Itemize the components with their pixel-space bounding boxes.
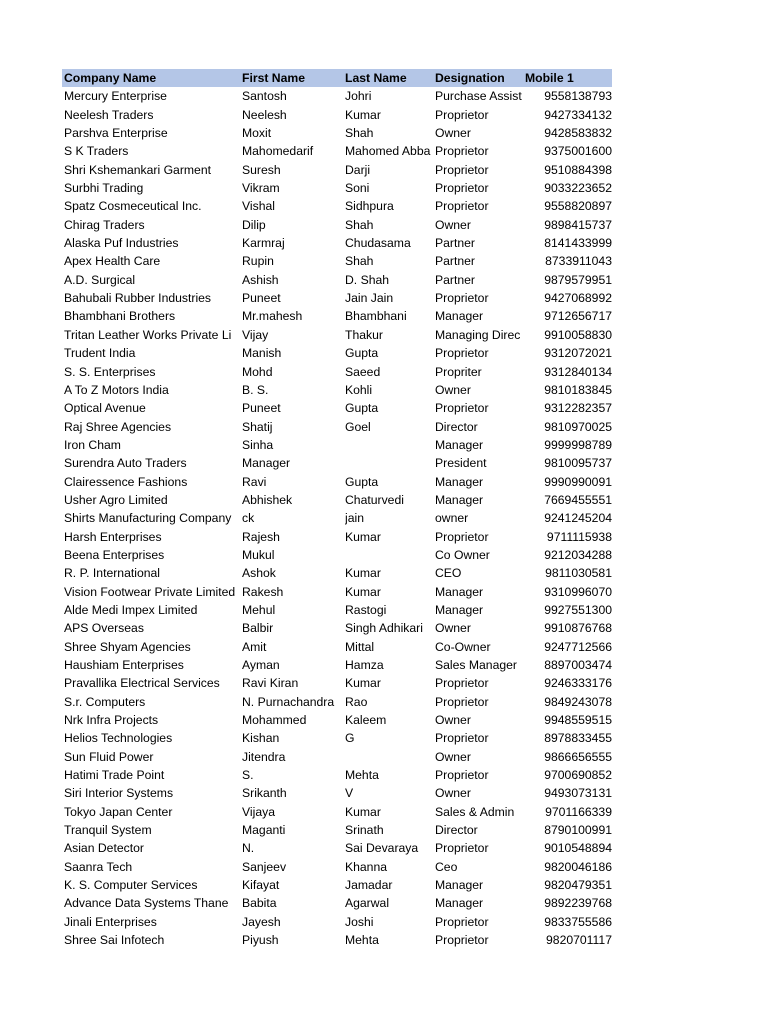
company-cell[interactable]: Parshva Enterprise bbox=[64, 126, 168, 141]
last-name-cell[interactable]: Chaturvedi bbox=[345, 492, 404, 507]
table-row bbox=[62, 509, 612, 527]
last-name-cell[interactable]: Shah bbox=[345, 217, 374, 232]
first-name-cell[interactable]: Shatij bbox=[242, 419, 273, 434]
designation-cell[interactable]: Proprietor bbox=[435, 181, 489, 196]
designation-cell[interactable]: President bbox=[435, 456, 487, 471]
first-name-cell[interactable]: Rakesh bbox=[242, 584, 284, 599]
designation-cell[interactable]: Proprietor bbox=[435, 144, 489, 159]
first-name-cell[interactable]: Suresh bbox=[242, 162, 281, 177]
designation-cell[interactable]: Managing Direc bbox=[435, 327, 521, 342]
designation-cell[interactable]: Proprietor bbox=[435, 768, 489, 783]
first-name-cell[interactable]: Manish bbox=[242, 346, 282, 361]
designation-cell[interactable]: Proprietor bbox=[435, 162, 489, 177]
company-cell[interactable]: Spatz Cosmeceutical Inc. bbox=[64, 199, 202, 214]
header-mobile[interactable]: Mobile 1 bbox=[525, 71, 574, 85]
mobile-cell[interactable]: 9510884398 bbox=[544, 162, 612, 177]
designation-cell[interactable]: Owner bbox=[435, 713, 471, 728]
mobile-cell[interactable]: 9948559515 bbox=[544, 713, 612, 728]
mobile-cell[interactable]: 9241245204 bbox=[544, 511, 612, 526]
last-name-cell[interactable]: Kumar bbox=[345, 584, 381, 599]
mobile-cell[interactable]: 9312282357 bbox=[544, 401, 612, 416]
first-name-cell[interactable]: Babita bbox=[242, 896, 277, 911]
last-name-cell[interactable]: Shah bbox=[345, 126, 374, 141]
company-cell[interactable]: Pravallika Electrical Services bbox=[64, 676, 220, 691]
table-row bbox=[62, 234, 612, 252]
last-name-cell[interactable]: Kumar bbox=[345, 804, 381, 819]
last-name-cell[interactable]: Joshi bbox=[345, 914, 374, 929]
first-name-cell[interactable]: Vishal bbox=[242, 199, 275, 214]
designation-cell[interactable]: Propriter bbox=[435, 364, 482, 379]
table-row bbox=[62, 766, 612, 784]
designation-cell[interactable]: Proprietor bbox=[435, 199, 489, 214]
last-name-cell[interactable]: Sidhpura bbox=[345, 199, 394, 214]
designation-cell[interactable]: CEO bbox=[435, 566, 462, 581]
company-cell[interactable]: Alde Medi Impex Limited bbox=[64, 602, 198, 617]
last-name-cell[interactable]: Mehta bbox=[345, 933, 379, 948]
company-cell[interactable]: A To Z Motors India bbox=[64, 382, 169, 397]
first-name-cell[interactable]: Rupin bbox=[242, 254, 274, 269]
mobile-cell[interactable]: 9910876768 bbox=[544, 621, 612, 636]
designation-cell[interactable]: Proprietor bbox=[435, 841, 489, 856]
mobile-cell[interactable]: 9312840134 bbox=[544, 364, 612, 379]
company-cell[interactable]: Vision Footwear Private Limited bbox=[64, 584, 236, 599]
first-name-cell[interactable]: Puneet bbox=[242, 291, 281, 306]
table-row bbox=[62, 729, 612, 747]
mobile-cell[interactable]: 8733911043 bbox=[545, 254, 612, 269]
first-name-cell[interactable]: N. Purnachandra bbox=[242, 694, 335, 709]
mobile-cell[interactable]: 9999998789 bbox=[544, 437, 612, 452]
company-cell[interactable]: Advance Data Systems Thane bbox=[64, 896, 229, 911]
mobile-cell[interactable]: 9427334132 bbox=[544, 107, 612, 122]
company-cell[interactable]: Mercury Enterprise bbox=[64, 89, 167, 104]
mobile-cell[interactable]: 9312072021 bbox=[544, 346, 612, 361]
table-row bbox=[62, 876, 612, 894]
designation-cell[interactable]: Owner bbox=[435, 126, 471, 141]
mobile-cell[interactable]: 8141433999 bbox=[544, 236, 612, 251]
first-name-cell[interactable]: Manager bbox=[242, 456, 291, 471]
company-cell[interactable]: Nrk Infra Projects bbox=[64, 713, 159, 728]
mobile-cell[interactable]: 9033223652 bbox=[544, 181, 612, 196]
first-name-cell[interactable]: Santosh bbox=[242, 89, 287, 104]
designation-cell[interactable]: owner bbox=[435, 511, 469, 526]
first-name-cell[interactable]: Dilip bbox=[242, 217, 266, 232]
last-name-cell[interactable]: Mittal bbox=[345, 639, 375, 654]
table-row bbox=[62, 271, 612, 289]
designation-cell[interactable]: Proprietor bbox=[435, 676, 489, 691]
designation-cell[interactable]: Purchase Assist bbox=[435, 89, 522, 104]
last-name-cell[interactable]: Johri bbox=[345, 89, 372, 104]
last-name-cell[interactable]: Sai Devaraya bbox=[345, 841, 419, 856]
designation-cell[interactable]: Owner bbox=[435, 217, 471, 232]
designation-cell[interactable]: Manager bbox=[435, 878, 484, 893]
company-cell[interactable]: Clairessence Fashions bbox=[64, 474, 188, 489]
table-row bbox=[62, 399, 612, 417]
table-row bbox=[62, 454, 612, 472]
table-row bbox=[62, 216, 612, 234]
company-cell[interactable]: R. P. International bbox=[64, 566, 160, 581]
designation-cell[interactable]: Proprietor bbox=[435, 346, 489, 361]
header-company-name[interactable]: Company Name bbox=[64, 71, 157, 85]
company-cell[interactable]: S K Traders bbox=[64, 144, 129, 159]
first-name-cell[interactable]: Piyush bbox=[242, 933, 279, 948]
mobile-cell[interactable]: 7669455551 bbox=[544, 492, 612, 507]
last-name-cell[interactable]: Rastogi bbox=[345, 602, 387, 617]
last-name-cell[interactable]: Shah bbox=[345, 254, 374, 269]
mobile-cell[interactable]: 9246333176 bbox=[544, 676, 612, 691]
last-name-cell[interactable]: Kumar bbox=[345, 676, 381, 691]
designation-cell[interactable]: Sales Manager bbox=[435, 658, 517, 672]
mobile-cell[interactable]: 8978833455 bbox=[544, 731, 612, 746]
first-name-cell[interactable]: Vijay bbox=[242, 327, 269, 342]
first-name-cell[interactable]: Sanjeev bbox=[242, 859, 287, 874]
table-row bbox=[62, 197, 612, 215]
header-last-name[interactable]: Last Name bbox=[345, 71, 407, 85]
designation-cell[interactable]: Co-Owner bbox=[435, 639, 491, 654]
table-row bbox=[62, 344, 612, 362]
mobile-cell[interactable]: 9493073131 bbox=[544, 786, 612, 801]
designation-cell[interactable]: Manager bbox=[435, 492, 484, 507]
table-row bbox=[62, 583, 612, 601]
last-name-cell[interactable]: Kumar bbox=[345, 529, 381, 544]
last-name-cell[interactable]: Darji bbox=[345, 162, 371, 177]
first-name-cell[interactable]: Karmraj bbox=[242, 236, 285, 251]
last-name-cell[interactable]: Jamadar bbox=[345, 878, 393, 893]
table-row bbox=[62, 564, 612, 582]
first-name-cell[interactable]: Mukul bbox=[242, 547, 275, 562]
mobile-cell[interactable]: 9247712566 bbox=[544, 639, 612, 654]
mobile-cell[interactable]: 9898415737 bbox=[544, 217, 612, 232]
last-name-cell[interactable]: Thakur bbox=[345, 327, 383, 342]
company-cell[interactable]: Harsh Enterprises bbox=[64, 529, 162, 544]
table-row bbox=[62, 124, 612, 142]
table-row bbox=[62, 839, 612, 857]
designation-cell[interactable]: Manager bbox=[435, 309, 484, 324]
last-name-cell[interactable]: Srinath bbox=[345, 823, 384, 838]
designation-cell[interactable]: Proprietor bbox=[435, 107, 489, 122]
company-cell[interactable]: Usher Agro Limited bbox=[64, 492, 168, 507]
table-row bbox=[62, 491, 612, 509]
company-cell[interactable]: Jinali Enterprises bbox=[64, 914, 157, 929]
company-cell[interactable]: Tokyo Japan Center bbox=[64, 804, 173, 819]
last-name-cell[interactable]: Kaleem bbox=[345, 713, 387, 728]
mobile-cell[interactable]: 9811030581 bbox=[545, 566, 612, 581]
first-name-cell[interactable]: Maganti bbox=[242, 823, 286, 838]
mobile-cell[interactable]: 9820701117 bbox=[546, 933, 612, 948]
table-row bbox=[62, 546, 612, 564]
designation-cell[interactable]: Manager bbox=[435, 602, 484, 617]
company-cell[interactable]: Saanra Tech bbox=[64, 859, 133, 874]
company-cell[interactable]: Helios Technologies bbox=[64, 731, 173, 746]
mobile-cell[interactable]: 9927551300 bbox=[544, 602, 612, 617]
designation-cell[interactable]: Manager bbox=[435, 437, 484, 452]
last-name-cell[interactable]: Gupta bbox=[345, 346, 379, 361]
mobile-cell[interactable]: 9866656555 bbox=[544, 749, 612, 764]
last-name-cell[interactable]: Goel bbox=[345, 419, 371, 434]
mobile-cell[interactable]: 9990990091 bbox=[544, 474, 612, 489]
table-row bbox=[62, 381, 612, 399]
company-cell[interactable]: Chirag Traders bbox=[64, 217, 145, 232]
designation-cell[interactable]: Partner bbox=[435, 272, 475, 287]
last-name-cell[interactable]: Gupta bbox=[345, 474, 379, 489]
designation-cell[interactable]: Partner bbox=[435, 254, 475, 269]
mobile-cell[interactable]: 9910058830 bbox=[544, 327, 612, 342]
first-name-cell[interactable]: Abhishek bbox=[242, 492, 293, 507]
first-name-cell[interactable]: Jitendra bbox=[242, 749, 286, 764]
company-cell[interactable]: A.D. Surgical bbox=[64, 272, 136, 287]
table-row bbox=[62, 179, 612, 197]
company-cell[interactable]: Iron Cham bbox=[64, 437, 121, 452]
first-name-cell[interactable]: Mohd bbox=[242, 364, 273, 379]
designation-cell[interactable]: Owner bbox=[435, 749, 471, 764]
mobile-cell[interactable]: 9892239768 bbox=[544, 896, 612, 911]
designation-cell[interactable]: Director bbox=[435, 419, 478, 434]
company-cell[interactable]: Haushiam Enterprises bbox=[64, 658, 184, 672]
last-name-cell[interactable]: D. Shah bbox=[345, 272, 390, 287]
table-row bbox=[62, 106, 612, 124]
company-cell[interactable]: Shri Kshemankari Garment bbox=[64, 162, 211, 177]
company-cell[interactable]: Neelesh Traders bbox=[64, 107, 154, 122]
table-row bbox=[62, 142, 612, 160]
company-cell[interactable]: K. S. Computer Services bbox=[64, 878, 198, 893]
table-row bbox=[62, 748, 612, 766]
company-cell[interactable]: Tranquil System bbox=[64, 823, 152, 838]
first-name-cell[interactable]: Ayman bbox=[242, 658, 280, 672]
last-name-cell[interactable]: Rao bbox=[345, 694, 368, 709]
last-name-cell[interactable]: Chudasama bbox=[345, 236, 411, 251]
first-name-cell[interactable]: Mahomedarif bbox=[242, 144, 314, 159]
mobile-cell[interactable]: 8790100991 bbox=[544, 823, 612, 838]
table-row bbox=[62, 693, 612, 711]
company-cell[interactable]: Surendra Auto Traders bbox=[64, 456, 187, 471]
designation-cell[interactable]: Proprietor bbox=[435, 933, 489, 948]
designation-cell[interactable]: Manager bbox=[435, 896, 484, 911]
table-row bbox=[62, 711, 612, 729]
company-cell[interactable]: Tritan Leather Works Private Li bbox=[64, 327, 232, 342]
header-designation[interactable]: Designation bbox=[435, 71, 505, 85]
first-name-cell[interactable]: Mohammed bbox=[242, 713, 307, 728]
mobile-cell[interactable]: 9310996070 bbox=[544, 584, 612, 599]
mobile-cell[interactable]: 9212034288 bbox=[544, 547, 612, 562]
table-row bbox=[62, 619, 612, 637]
designation-cell[interactable]: Manager bbox=[435, 474, 484, 489]
first-name-cell[interactable]: Ashok bbox=[242, 566, 276, 581]
header-first-name[interactable]: First Name bbox=[242, 71, 305, 85]
company-cell[interactable]: Bhambhani Brothers bbox=[64, 309, 176, 324]
mobile-cell[interactable]: 9428583832 bbox=[544, 126, 612, 141]
mobile-cell[interactable]: 9849243078 bbox=[544, 694, 612, 709]
last-name-cell[interactable]: Kohli bbox=[345, 382, 373, 397]
designation-cell[interactable]: Manager bbox=[435, 584, 484, 599]
company-cell[interactable]: Siri Interior Systems bbox=[64, 786, 174, 801]
first-name-cell[interactable]: Ravi bbox=[242, 474, 267, 489]
last-name-cell[interactable]: Gupta bbox=[345, 401, 379, 416]
company-cell[interactable]: Bahubali Rubber Industries bbox=[64, 291, 212, 306]
mobile-cell[interactable]: 9427068992 bbox=[544, 291, 612, 306]
designation-cell[interactable]: Partner bbox=[435, 236, 475, 251]
spreadsheet-table bbox=[62, 69, 612, 950]
last-name-cell[interactable]: Kumar bbox=[345, 566, 381, 581]
designation-cell[interactable]: Director bbox=[435, 823, 478, 838]
mobile-cell[interactable]: 9711115938 bbox=[546, 529, 612, 544]
table-row bbox=[62, 601, 612, 619]
company-cell[interactable]: APS Overseas bbox=[64, 621, 144, 636]
first-name-cell[interactable]: Ashish bbox=[242, 272, 279, 287]
designation-cell[interactable]: Proprietor bbox=[435, 291, 489, 306]
designation-cell[interactable]: Owner bbox=[435, 382, 471, 397]
first-name-cell[interactable]: Ravi Kiran bbox=[242, 676, 299, 691]
last-name-cell[interactable]: Khanna bbox=[345, 859, 388, 874]
company-cell[interactable]: Hatimi Trade Point bbox=[64, 768, 165, 783]
table-row bbox=[62, 858, 612, 876]
first-name-cell[interactable]: Moxit bbox=[242, 126, 272, 141]
first-name-cell[interactable]: Sinha bbox=[242, 437, 274, 452]
table-row bbox=[62, 363, 612, 381]
mobile-cell[interactable]: 9700690852 bbox=[544, 768, 612, 783]
first-name-cell[interactable]: Vijaya bbox=[242, 804, 275, 819]
table-row bbox=[62, 87, 612, 105]
last-name-cell[interactable]: Mahomed Abba bbox=[345, 144, 431, 159]
last-name-cell[interactable]: G bbox=[345, 731, 355, 746]
first-name-cell[interactable]: Srikanth bbox=[242, 786, 287, 801]
company-cell[interactable]: Raj Shree Agencies bbox=[64, 419, 172, 434]
last-name-cell[interactable]: jain bbox=[345, 511, 364, 526]
last-name-cell[interactable]: Soni bbox=[345, 181, 370, 196]
designation-cell[interactable]: Proprietor bbox=[435, 731, 489, 746]
table-row bbox=[62, 528, 612, 546]
table-row bbox=[62, 656, 612, 674]
company-cell[interactable]: Alaska Puf Industries bbox=[64, 236, 179, 251]
designation-cell[interactable]: Owner bbox=[435, 621, 471, 636]
company-cell[interactable]: Shree Sai Infotech bbox=[64, 933, 165, 948]
mobile-cell[interactable]: 9833755586 bbox=[544, 914, 612, 929]
last-name-cell[interactable]: Singh Adhikari bbox=[345, 621, 423, 636]
table-row bbox=[62, 894, 612, 912]
table-row bbox=[62, 326, 612, 344]
table-row bbox=[62, 307, 612, 325]
first-name-cell[interactable]: Jayesh bbox=[242, 914, 281, 929]
table-row bbox=[62, 931, 612, 949]
designation-cell[interactable]: Co Owner bbox=[435, 547, 490, 562]
first-name-cell[interactable]: Mehul bbox=[242, 602, 276, 617]
company-cell[interactable]: Optical Avenue bbox=[64, 401, 146, 416]
first-name-cell[interactable]: ck bbox=[242, 511, 255, 526]
mobile-cell[interactable]: 9558138793 bbox=[544, 89, 612, 104]
first-name-cell[interactable]: B. S. bbox=[242, 382, 269, 397]
last-name-cell[interactable]: Jain Jain bbox=[345, 291, 394, 306]
table-row bbox=[62, 913, 612, 931]
mobile-cell[interactable]: 9701166339 bbox=[545, 804, 612, 819]
last-name-cell[interactable]: Agarwal bbox=[345, 896, 390, 911]
first-name-cell[interactable]: Balbir bbox=[242, 621, 274, 636]
company-cell[interactable]: Apex Health Care bbox=[64, 254, 161, 269]
last-name-cell[interactable]: Mehta bbox=[345, 768, 379, 783]
first-name-cell[interactable]: Puneet bbox=[242, 401, 281, 416]
first-name-cell[interactable]: Vikram bbox=[242, 181, 280, 196]
designation-cell[interactable]: Proprietor bbox=[435, 529, 489, 544]
designation-cell[interactable]: Sales & Admin bbox=[435, 804, 515, 819]
table-row bbox=[62, 803, 612, 821]
mobile-cell[interactable]: 8897003474 bbox=[544, 658, 612, 672]
last-name-cell[interactable]: Hamza bbox=[345, 658, 384, 672]
header-row bbox=[62, 69, 612, 87]
designation-cell[interactable]: Ceo bbox=[435, 859, 458, 874]
designation-cell[interactable]: Proprietor bbox=[435, 401, 489, 416]
table-row bbox=[62, 473, 612, 491]
table-row bbox=[62, 252, 612, 270]
first-name-cell[interactable]: Amit bbox=[242, 639, 267, 654]
table-row bbox=[62, 784, 612, 802]
company-cell[interactable]: Trudent India bbox=[64, 346, 136, 361]
company-cell[interactable]: Beena Enterprises bbox=[64, 547, 165, 562]
last-name-cell[interactable]: Bhambhani bbox=[345, 309, 407, 324]
first-name-cell[interactable]: N. bbox=[242, 841, 255, 856]
table-row bbox=[62, 821, 612, 839]
mobile-cell[interactable]: 9375001600 bbox=[544, 144, 612, 159]
company-cell[interactable]: Sun Fluid Power bbox=[64, 749, 154, 764]
company-cell[interactable]: Asian Detector bbox=[64, 841, 144, 856]
last-name-cell[interactable]: Kumar bbox=[345, 107, 381, 122]
table-row bbox=[62, 436, 612, 454]
first-name-cell[interactable]: S. bbox=[242, 768, 254, 783]
last-name-cell[interactable]: V bbox=[345, 786, 354, 801]
mobile-cell[interactable]: 9879579951 bbox=[544, 272, 612, 287]
mobile-cell[interactable]: 9810970025 bbox=[544, 419, 612, 434]
last-name-cell[interactable]: Saeed bbox=[345, 364, 381, 379]
company-cell[interactable]: Shirts Manufacturing Company bbox=[64, 511, 232, 526]
mobile-cell[interactable]: 9820046186 bbox=[544, 859, 612, 874]
first-name-cell[interactable]: Rajesh bbox=[242, 529, 280, 544]
company-cell[interactable]: Shree Shyam Agencies bbox=[64, 639, 191, 654]
first-name-cell[interactable]: Kishan bbox=[242, 731, 280, 746]
mobile-cell[interactable]: 9712656717 bbox=[544, 309, 612, 324]
designation-cell[interactable]: Proprietor bbox=[435, 914, 489, 929]
table-row bbox=[62, 674, 612, 692]
mobile-cell[interactable]: 9810183845 bbox=[544, 382, 612, 397]
table-row bbox=[62, 161, 612, 179]
mobile-cell[interactable]: 9558820897 bbox=[544, 199, 612, 214]
company-cell[interactable]: Surbhi Trading bbox=[64, 181, 144, 196]
mobile-cell[interactable]: 9010548894 bbox=[544, 841, 612, 856]
company-cell[interactable]: S. S. Enterprises bbox=[64, 364, 156, 379]
designation-cell[interactable]: Proprietor bbox=[435, 694, 489, 709]
table-row bbox=[62, 289, 612, 307]
table-row bbox=[62, 418, 612, 436]
designation-cell[interactable]: Owner bbox=[435, 786, 471, 801]
mobile-cell[interactable]: 9820479351 bbox=[544, 878, 612, 893]
table-row bbox=[62, 638, 612, 656]
first-name-cell[interactable]: Neelesh bbox=[242, 107, 287, 122]
first-name-cell[interactable]: Mr.mahesh bbox=[242, 309, 303, 324]
table-body bbox=[62, 87, 612, 949]
company-cell[interactable]: S.r. Computers bbox=[64, 694, 146, 709]
first-name-cell[interactable]: Kifayat bbox=[242, 878, 280, 893]
mobile-cell[interactable]: 9810095737 bbox=[544, 456, 612, 471]
